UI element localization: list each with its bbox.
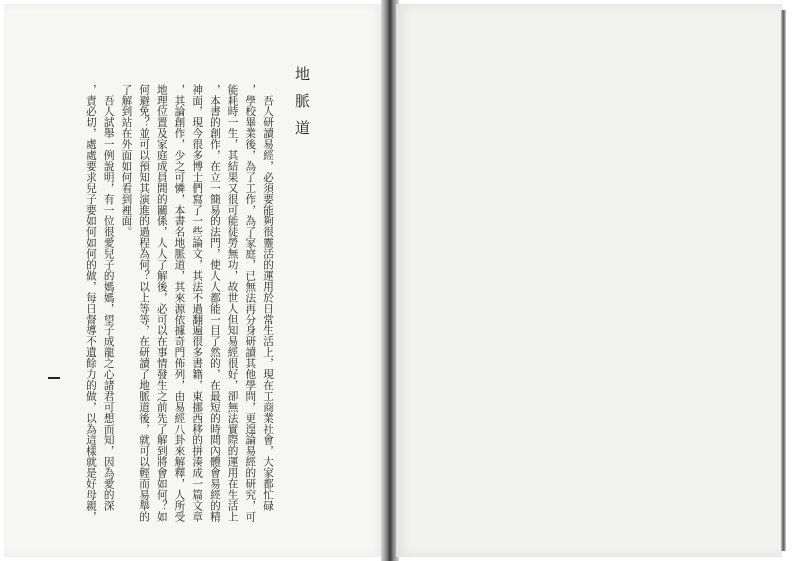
right-page-blank (396, 4, 782, 557)
page-number (48, 377, 60, 379)
chapter-title: 地脈道 (293, 66, 311, 147)
right-page-edge (781, 10, 786, 551)
body-text: 吾人研讀易經，必須要能夠很靈活的運用於日常生活上，現在工商業社會，大家都忙碌 ，學校畢業後，為了工作，為了家庭，已無法再分身研讀其他學問，更遑論易經的研究，可 能耗時一生，其結果又很可能徒勞無功，故世人但知易經很好，卻無法實際的運用在生活上 ，本書的創作，在立一簡易的法門，使人人都能一目了然的，在最短的時間內體會易經的精 神面，現今很多博士們寫了一些論文，其法不過翻遍很多書籍，東挪西移的拼湊成一篇文章 ，其論創作，少之可憐，本書名地脈道，其來源依據奇門佈列，由易經八卦來解釋，人所受 地理位置及家庭成員間的關係，人人了解後，必可以在事情發生之前先了解到將會如何？如 何避免？並可以預知其演進的過程為何？以上等等，在研讀了地脈道後，就可以輕而易舉的 了解到站在外面如何看到裡面。 吾人試舉一例說明，有一位很愛兒子的媽媽，望子成龍之心諸君可想而知，因為愛的深 ，責必切，處處要求兒子要如何如何的做，每日督導不遺餘力的做，以為這樣就是好母親， (84, 84, 274, 522)
